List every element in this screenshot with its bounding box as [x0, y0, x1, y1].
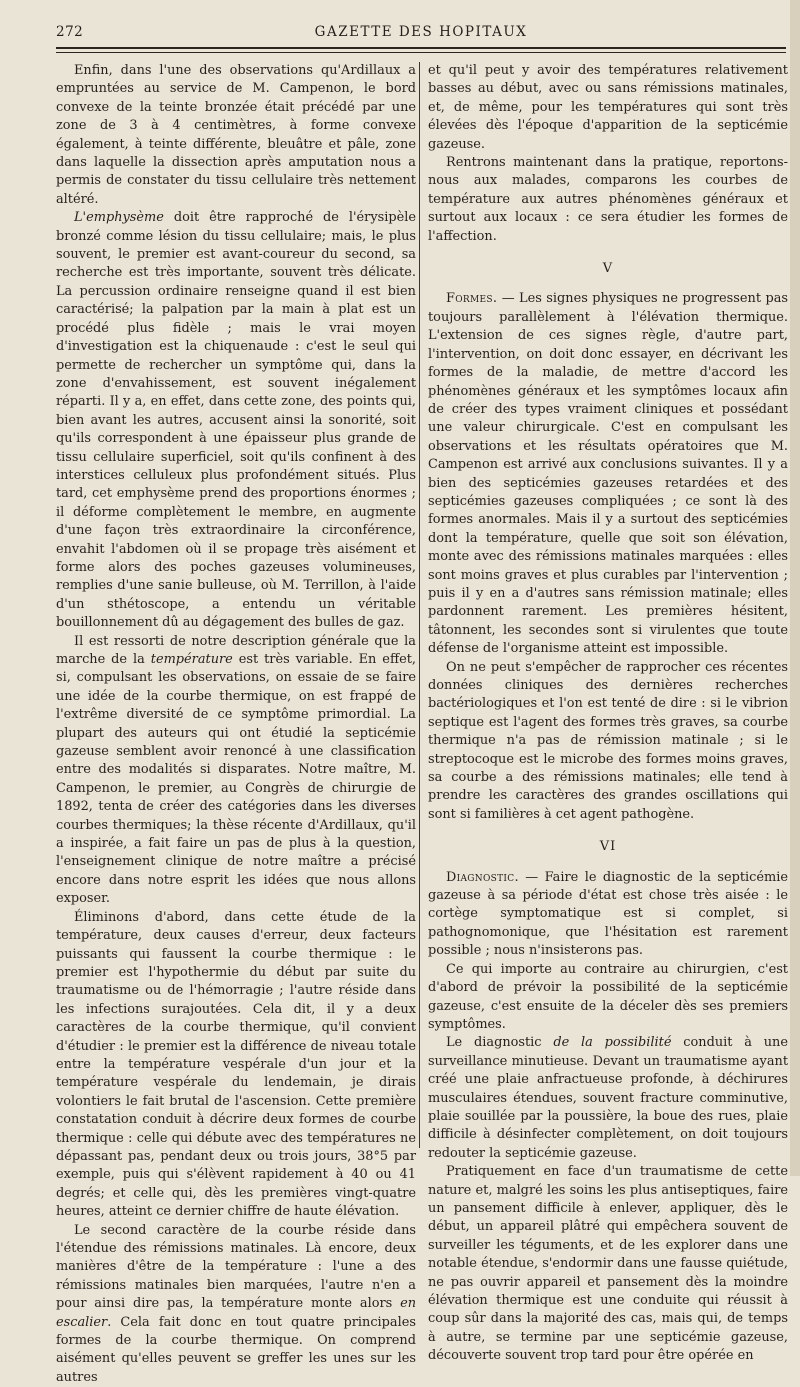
paragraph	[428, 290, 788, 658]
page-edge	[790, 0, 800, 1176]
paragraph	[56, 209, 416, 632]
paragraph-text: conduit à une surveillance minutieuse. Devant un traumatisme ayant créé une plaie anfractueuse profonde, à déchirures musculaires étendues, souvent fracture comminutive, plaie souillée par la poussière, la boue des rues, plaie difficile à désinfecter complètement, on doit toujours redouter la septicémie gazeuse.	[428, 1035, 788, 1161]
paragraph	[56, 1222, 416, 1387]
paragraph: Enfin, dans l'une des observations qu'Ardillaux a empruntées au service de M. Campenon, le bord convexe de la teinte bronzée était précédé par une zone de 3 à 4 centimètres, à forme convexe également, à teinte différente, bleuâtre et pâle, zone dans laquelle la dissection après amputation nous a permis de constater du tissu cellulaire très nettement altéré.	[56, 63, 416, 207]
emphasized-term: température	[150, 652, 233, 667]
paragraph-text: Le second caractère de la courbe réside dans l'étendue des rémissions matinales. Là encore, deux manières d'être de la température : l'une a des rémissions matinales bien marquées, l'autre n'en a pour ainsi dire pas, la température monte alors	[56, 1222, 416, 1312]
paragraph-text: Il est ressorti de notre description générale que la marche de la	[56, 633, 416, 667]
emphasized-term: en escalier	[56, 1296, 416, 1330]
section-heading-v: V	[602, 261, 614, 277]
paragraph: Rentrons maintenant dans la pratique, reportons-nous aux malades, comparons les courbes de température aux autres phénomènes généraux et surtout aux locaux : ce sera étudier les formes de l'affection.	[428, 155, 788, 244]
page-header	[56, 24, 786, 44]
paragraph-text: — Les signes physiques ne progressent pas toujours parallèlement à l'élévation thermique. L'extension de ces signes règle, d'autre part, l'intervention, on doit donc essayer, en décrivant les formes de la maladie, de mettre d'accord les phénomènes généraux et les symptômes locaux afin de créer des types vraiment cliniques et possédant une valeur chirurgicale. C'est en compulsant les observations et les résultats opératoires que M. Campenon est arrivé aux conclusions suivantes. Il y a bien des septicémies gazeuses retardées et des septicémies gazeuses compliquées ; ce sont là des formes anormales. Mais il y a surtout des septicémies dont la température, quelle que soit son élévation, monte avec des rémissions matinales marquées : elles sont moins graves et plus curables par l'intervention ; puis il y en a d'autres sans rémission matinale; elles pardonnent rarement. Les premières hésitent, tâtonnent, les secondes sont si virulentes que toute défense de l'organisme atteint est impossible.	[428, 291, 788, 657]
journal-title: GAZETTE DES HOPITAUX	[314, 24, 528, 40]
left-column	[56, 62, 416, 1387]
paragraph-text: — Faire le diagnostic de la septicémie gazeuse à sa période d'état est chose très aisée : le cortège symptomatique est si complet, si pathognomonique, que l'hésitation est rarement possible ; nous n'insisterons pas.	[428, 869, 788, 959]
header-rule-thin	[56, 52, 786, 53]
paragraph: On ne peut s'empêcher de rapprocher ces récentes données cliniques des dernières recherches bactériologiques et l'on est tenté de dire : si le vibrion septique est l'agent des formes très graves, sa courbe thermique n'a pas de rémission matinale ; si le streptocoque est le microbe des formes moins graves, sa courbe a des rémissions matinales; elle tend à prendre les caractères des grandes oscillations qui sont si familières à cet agent pathogène.	[428, 659, 788, 822]
paragraph: Pratiquement en face d'un traumatisme de cette nature et, malgré les soins les plus antiseptiques, faire un pansement difficile à enlever, appliquer, dès le début, un appareil plâtré qui empêchera souvent de surveiller les téguments, et de les explorer dans une notable étendue, s'endormir dans une fausse quiétude, ne pas ouvrir appareil et pansement dès la moindre élévation thermique est une conduite qui réussit à coup sûr dans la majorité des cas, mais qui, de temps à autre, se termine par une septicémie gazeuse, découverte souvent trop tard pour être opérée en	[428, 1164, 788, 1364]
emphasized-term: de la possibilité	[553, 1035, 672, 1051]
column-divider	[419, 62, 420, 1148]
paragraph: Ce qui importe au contraire au chirurgien, c'est d'abord de prévoir la possibilité de la septicémie gazeuse, c'est ensuite de la déceler dès ses premiers symptômes.	[428, 961, 788, 1032]
section-lead: Diagnostic.	[446, 869, 519, 885]
paragraph-text: Le diagnostic	[446, 1035, 554, 1051]
paragraph	[56, 633, 416, 909]
paragraph: Éliminons d'abord, dans cette étude de la température, deux causes d'erreur, deux facteurs puissants qui faussent la courbe thermique : le premier est l'hypothermie du début par suite du traumatisme ou de l'hémorragie ; l'autre réside dans les infections surajoutées. Cela dit, il y a deux caractères de la courbe thermique, qu'il convient d'étudier : le premier est la différence de niveau totale entre la température vespérale d'un jour et la température vespérale du lendemain, je dirais volontiers le fait brutal de l'ascension. Cette première constatation conduit à décrire deux formes de courbe thermique : celle qui débute avec des températures ne dépassant pas, pendant deux ou trois jours, 38°5 par exemple, puis qui s'élèvent rapidement à 40 ou 41 degrés; et celle qui, dès les premières vingt-quatre heures, atteint ce dernier chiffre de haute élévation.	[56, 909, 416, 1220]
section-heading-vi: VI	[599, 839, 617, 855]
header-rule-thick	[56, 47, 786, 49]
right-column	[428, 62, 788, 1366]
paragraph-text: est très variable. En effet, si, compulsant les observations, on essaie de se faire une idée de la courbe thermique, on est frappé de l'extrême diversité de ce symptôme primordial. La plupart des auteurs qui ont étudié la septicémie gazeuse semblent avoir renoncé à une classification entre des modalités si disparates. Notre maître, M. Campenon, le premier, au Congrès de chirurgie de 1892, tenta de créer des catégories dans les diverses courbes thermiques; la thèse récente d'Ardillaux, qu'il a inspirée, a fait faire un pas de plus à la question, l'enseignement clinique de notre maître a précisé encore dans notre esprit les idées que nous allons exposer.	[56, 652, 417, 907]
section-lead: Formes.	[446, 291, 498, 307]
paragraph	[428, 1034, 788, 1163]
paragraph-text: . Cela fait donc en tout quatre principales formes de la courbe thermique. On comprend aisément qu'elles peuvent se greffer les unes sur les autres	[56, 1314, 416, 1385]
emphasized-term: L'emphysème	[74, 210, 164, 226]
paragraph: et qu'il peut y avoir des températures relativement basses au début, avec ou sans rémissions matinales, et, de même, pour les températures qui sont très élevées dès l'époque d'apparition de la septicémie gazeuse.	[428, 63, 788, 152]
page-number: 272	[56, 24, 84, 40]
paragraph-text: doit être rapproché de l'érysipèle bronzé comme lésion du tissu cellulaire; mais, le plus souvent, le premier est avant-coureur du second, sa recherche est très importante, souvent très délicate. La percussion ordinaire renseigne quand il est bien caractérisé; la palpation par la main à plat est un procédé plus fidèle ; mais le vrai moyen d'investigation est la chiquenaude : c'est le seul qui permette de rechercher un symptôme qui, dans la zone d'envahissement, est souvent inégalement réparti. Il y a, en effet, dans cette zone, des points qui, bien avant les autres, accusent ainsi la sonorité, soit qu'ils correspondent à une épaisseur plus grande de tissu cellulaire superficiel, soit qu'ils confinent à des interstices celluleux plus profondément situés. Plus tard, cet emphysème prend des proportions énormes ; il déforme complètement le membre, en augmente d'une façon très extraordinaire la circonférence, envahit l'abdomen où il se propage très aisément et forme alors des poches gazeuses volumineuses, remplies d'une sanie bulleuse, où M. Terrillon, à l'aide d'un sthétoscope, a entendu un véritable bouillonnement dû au dégagement des bulles de gaz.	[56, 210, 416, 631]
paragraph	[428, 869, 788, 961]
